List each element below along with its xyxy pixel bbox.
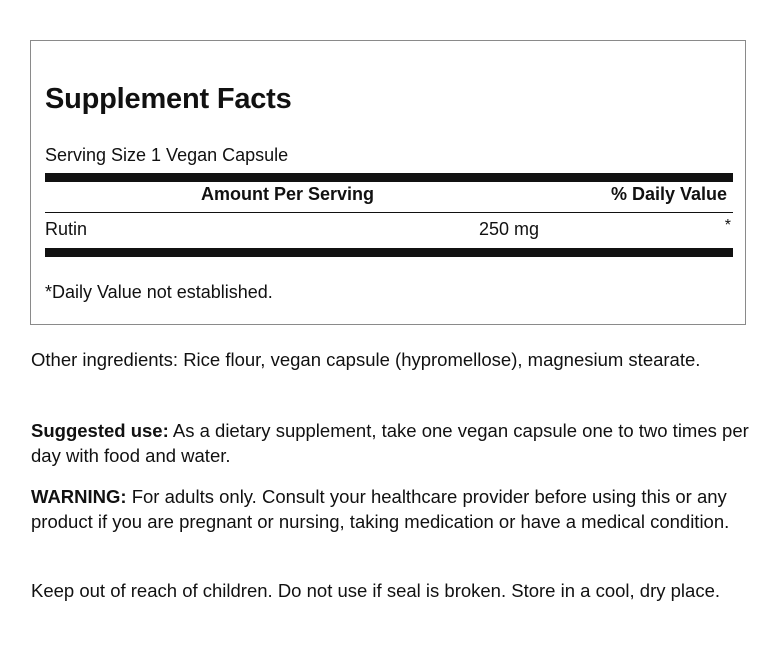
other-ingredients: Other ingredients: Rice flour, vegan capsule (hypromellose), magnesium stearate. (31, 349, 701, 370)
header-daily-value: % Daily Value (610, 184, 727, 204)
daily-value-footnote: *Daily Value not established. (45, 282, 273, 302)
suggested-use-text: As a dietary supplement, take one vegan capsule one to two times per day with food and water. (31, 420, 749, 466)
divider-thick-bottom (45, 248, 733, 257)
divider-thin (45, 212, 733, 213)
warning-label: WARNING: (31, 486, 127, 507)
serving-size: Serving Size 1 Vegan Capsule (45, 145, 289, 165)
warning-text: For adults only. Consult your healthcare provider before using this or any product if you are pregnant or nursing, taking medication or have a medical condition. (31, 486, 730, 532)
warning (31, 484, 751, 534)
suggested-use-label: Suggested use: (31, 420, 169, 441)
facts-title: Supplement Facts (45, 83, 292, 115)
divider-thick-top (45, 173, 733, 182)
header-amount-per-serving: Amount Per Serving (201, 184, 375, 204)
suggested-use (31, 418, 751, 468)
ingredient-daily-value: * (724, 217, 731, 234)
storage-instructions: Keep out of reach of children. Do not use if seal is broken. Store in a cool, dry place. (31, 580, 720, 601)
ingredient-name: Rutin (45, 219, 88, 239)
ingredient-amount: 250 mg (479, 219, 540, 239)
supplement-facts-panel (30, 40, 746, 325)
